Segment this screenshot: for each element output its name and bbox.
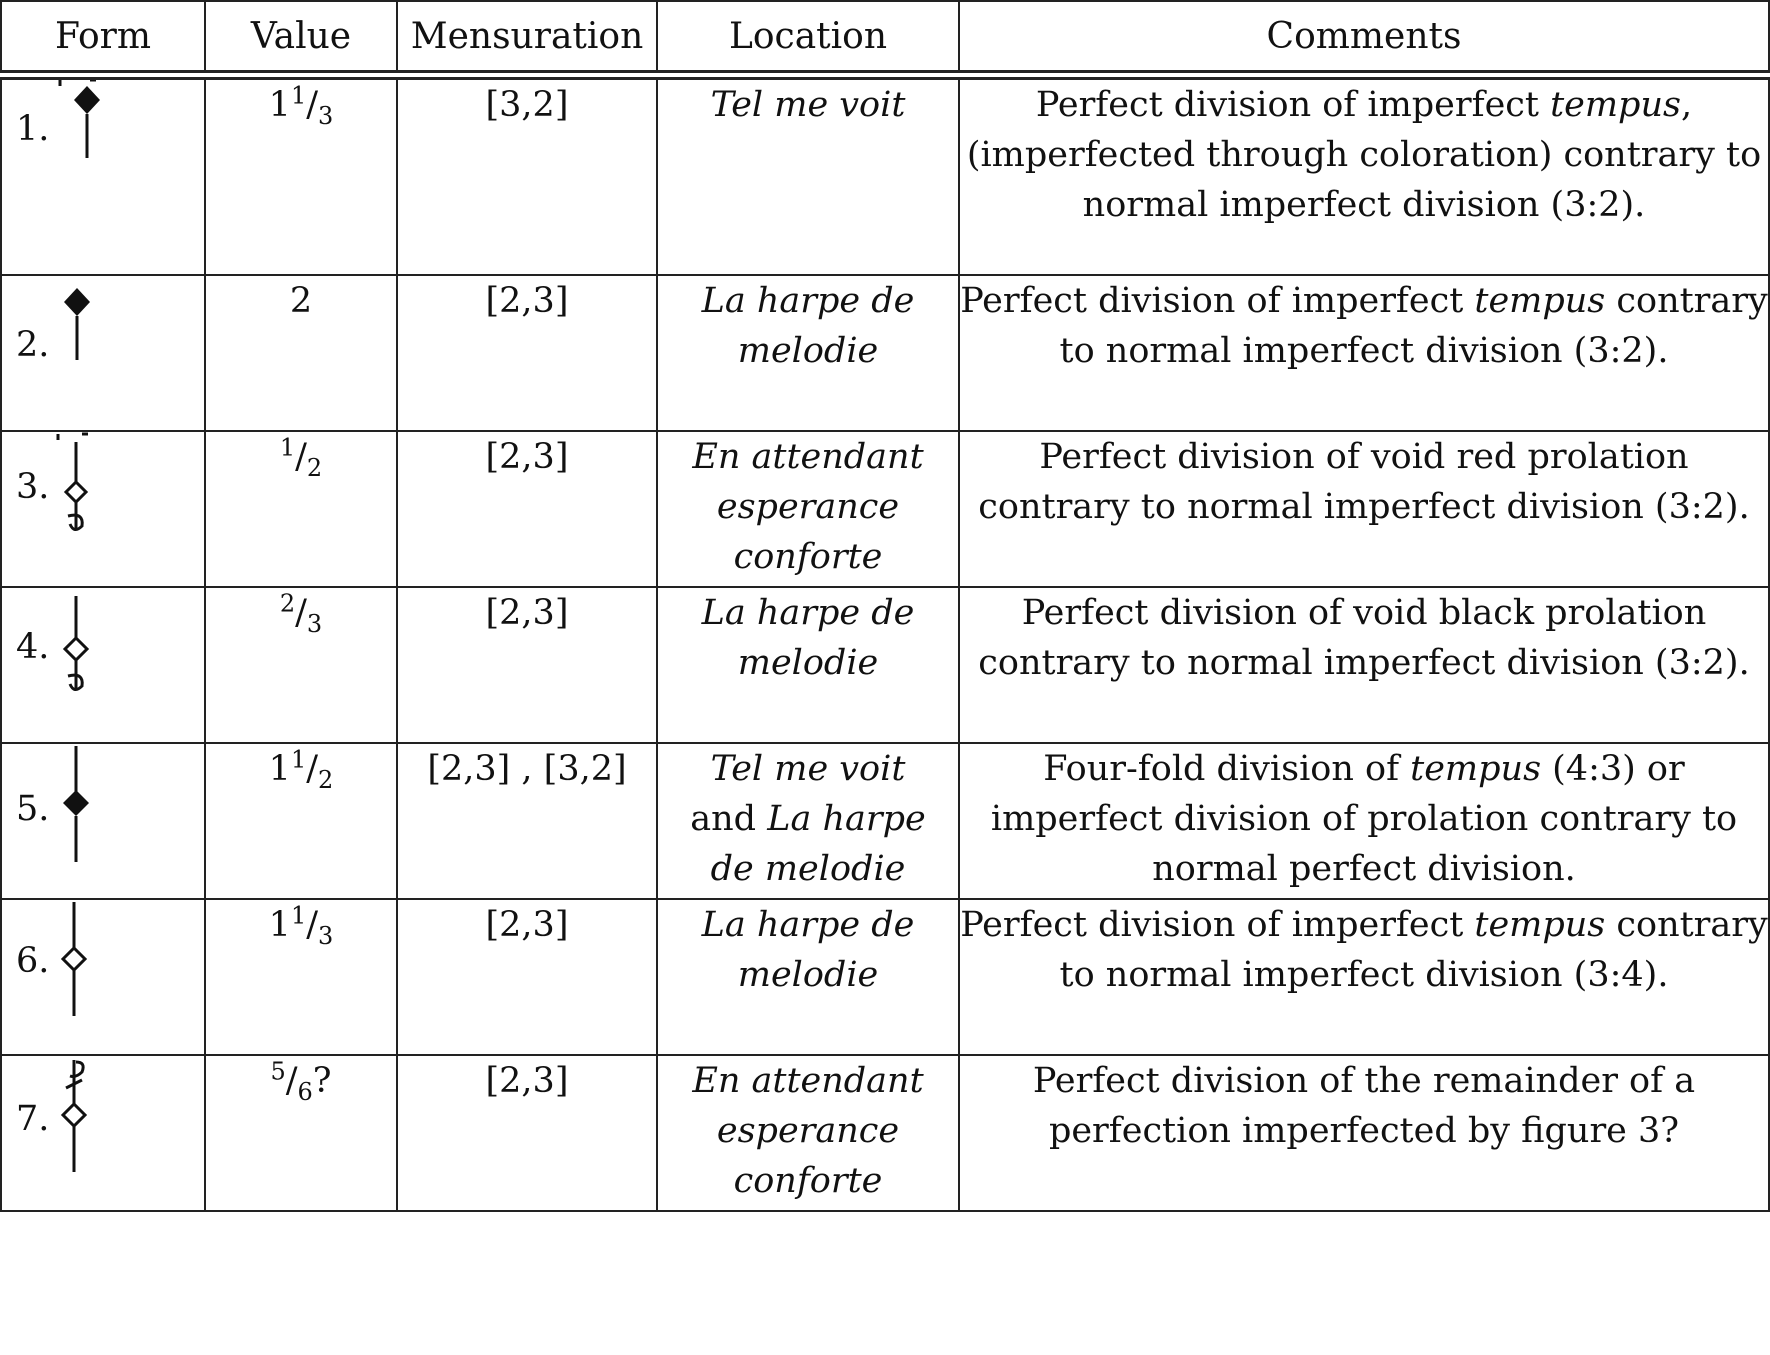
value-cell [205,275,397,431]
form-cell [1,1055,205,1211]
value-numerator: 2 [279,589,296,618]
comment-italic: tempus [1474,281,1606,321]
header-value: Value [205,1,397,75]
filled-diamond-stem-down-icon [42,284,112,378]
form-cell [1,899,205,1055]
value-cell: $^5/_6$? [205,1055,397,1211]
table-row [1,743,1769,899]
location-cell [657,275,959,431]
mensuration-cell: [2,3] [397,431,657,587]
table-row [1,1055,1769,1211]
comments-cell [959,431,1769,587]
value-whole: 1 [268,749,291,789]
value-suffix: ? [312,1061,332,1101]
location-title: La harpe de melodie [701,593,915,683]
value-denominator: 2 [318,766,334,794]
row-number: 4. [16,627,50,667]
value-numerator: 1 [279,433,296,462]
value-denominator: 3 [318,922,334,950]
mensuration-cell: [2,3] [397,899,657,1055]
location-title: En attendant esperance conforte [692,1061,924,1201]
comments-cell [959,587,1769,743]
comment-italic: tempus [1474,905,1606,945]
value-whole: 2 [289,281,313,321]
header-mensuration: Mensuration [397,1,657,75]
location-title: Tel me voit [710,85,906,125]
row-number: 6. [16,941,50,981]
value-denominator: 6 [297,1078,313,1106]
table-row [1,587,1769,743]
comment-text-end: contrary to normal imperfect division (3:2). [1059,281,1768,371]
comments-cell [959,75,1769,275]
void-diamond-stem-both-top-flag-icon [42,1058,112,1192]
value-numerator: 5 [270,1057,286,1086]
value-denominator: 3 [318,102,334,130]
comment-italic: tempus [1410,749,1542,789]
comment-text: Perfect division of imperfect [1035,85,1551,125]
filled-diamond-stem-down-bracketed-icon [52,80,122,184]
value-cell: $1^1/_3$ [205,899,397,1055]
location-title: La harpe de melodie [701,905,915,995]
location-title-2: La harpe de melodie [710,799,926,889]
comment-text: Four-fold division of [1043,749,1411,789]
value-numerator: 1 [290,745,307,774]
row-number: 7. [16,1099,50,1139]
header-location: Location [657,1,959,75]
comment-text-end: contrary to normal imperfect division (3:4). [1059,905,1768,995]
comments-cell [959,743,1769,899]
location-title: En attendant esperance conforte [692,437,924,577]
row-number: 5. [16,789,50,829]
location-cell [657,75,959,275]
mensuration-cell: [3,2] [397,75,657,275]
value-denominator: 3 [306,610,323,638]
comment-text-end: , (imperfected through coloration) contrary to normal imperfect division (3:2). [966,85,1762,225]
mensuration-cell: [2,3] [397,275,657,431]
comment-text: Perfect division of void red prolation contrary to normal imperfect division (3:2). [978,437,1750,527]
form-cell [1,587,205,743]
location-cell [657,899,959,1055]
filled-diamond-stem-both-icon [44,746,114,880]
comment-text: Perfect division of imperfect [960,281,1475,321]
void-diamond-stem-both-icon [42,902,112,1036]
value-cell: $^2/_3$ [205,587,397,743]
comments-cell [959,899,1769,1055]
value-denominator: 2 [306,454,323,482]
form-cell [1,275,205,431]
location-cell [657,587,959,743]
form-cell [1,743,205,899]
comment-text-end: (4:3) or imperfect division of prolation contrary to normal perfect division. [990,749,1738,889]
table-row [1,275,1769,431]
location-title: Tel me voit [710,749,906,789]
location-join: and [690,799,768,839]
location-cell [657,431,959,587]
value-cell: $1^1/_3$ [205,75,397,275]
header-row [1,1,1769,75]
comments-cell [959,275,1769,431]
mensuration-cell: [2,3] [397,587,657,743]
value-numerator: 1 [290,901,307,930]
table-row [1,75,1769,275]
comments-cell [959,1055,1769,1211]
mensuration-cell: [2,3] , [3,2] [397,743,657,899]
value-cell: $^1/_2$ [205,431,397,587]
form-cell [1,75,205,275]
value-cell: $1^1/_2$ [205,743,397,899]
table-row [1,431,1769,587]
comment-text: Perfect division of void black prolation contrary to normal imperfect division (3:2). [978,593,1750,683]
table-row [1,899,1769,1055]
value-whole: 1 [268,905,291,945]
value-whole: 1 [268,85,291,125]
form-cell [1,431,205,587]
comment-italic: tempus [1550,85,1681,125]
row-number: 1. [16,109,50,149]
void-diamond-stem-up-flag-icon [44,592,114,716]
location-cell [657,1055,959,1211]
row-number: 2. [16,325,50,365]
row-number: 3. [16,467,50,507]
header-comments: Comments [959,1,1769,75]
void-diamond-stem-up-flag-bracketed-icon [44,432,114,556]
location-title: La harpe de melodie [701,281,915,371]
header-form: Form [1,1,205,75]
comment-text: Perfect division of imperfect [960,905,1475,945]
mensuration-cell: [2,3] [397,1055,657,1211]
location-cell [657,743,959,899]
comment-text: Perfect division of the remainder of a perfection imperfected by figure 3? [1032,1061,1696,1151]
value-numerator: 1 [290,81,307,110]
